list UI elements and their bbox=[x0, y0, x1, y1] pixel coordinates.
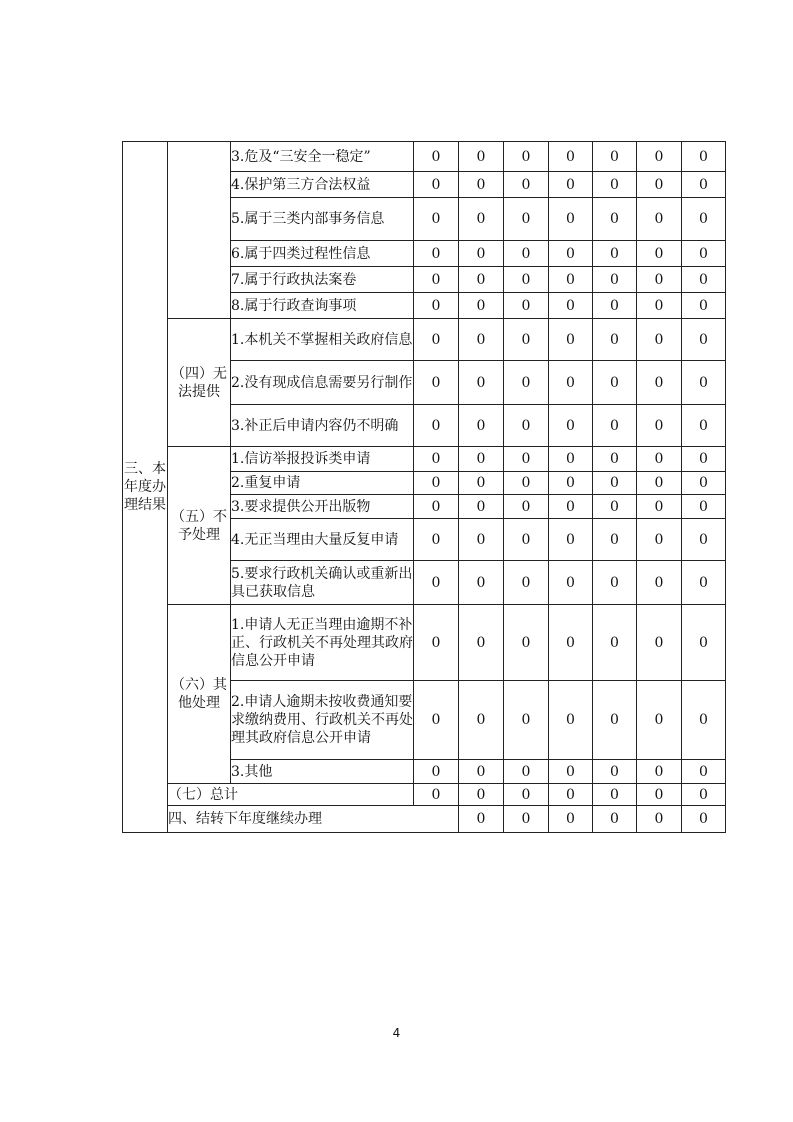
cell-value: 0 bbox=[459, 172, 504, 198]
row-label: 1.信访举报投诉类申请 bbox=[231, 447, 414, 472]
cell-value: 0 bbox=[549, 519, 593, 561]
cell-value: 0 bbox=[504, 405, 549, 447]
cell-value: 0 bbox=[549, 267, 593, 293]
cell-value: 0 bbox=[414, 447, 459, 472]
cell-value: 0 bbox=[593, 806, 637, 833]
group-top-label bbox=[168, 142, 231, 319]
cell-value: 0 bbox=[414, 319, 459, 361]
cell-value: 0 bbox=[682, 319, 726, 361]
cell-value: 0 bbox=[414, 519, 459, 561]
cell-value: 0 bbox=[682, 495, 726, 519]
cell-value: 0 bbox=[593, 267, 637, 293]
cell-value: 0 bbox=[593, 472, 637, 495]
cell-value: 0 bbox=[414, 293, 459, 319]
cell-value: 0 bbox=[459, 447, 504, 472]
row-label: 5.要求行政机关确认或重新出具已获取信息 bbox=[231, 561, 414, 605]
cell-value: 0 bbox=[637, 361, 682, 405]
cell-value: 0 bbox=[549, 472, 593, 495]
cell-value: 0 bbox=[414, 241, 459, 267]
cell-value: 0 bbox=[414, 267, 459, 293]
cell-value: 0 bbox=[549, 361, 593, 405]
cell-value: 0 bbox=[414, 472, 459, 495]
cell-value: 0 bbox=[549, 681, 593, 760]
cell-value: 0 bbox=[593, 605, 637, 681]
cell-value: 0 bbox=[637, 806, 682, 833]
table-row bbox=[123, 605, 726, 681]
table-row bbox=[123, 447, 726, 472]
cell-value: 0 bbox=[682, 784, 726, 806]
table-row bbox=[123, 319, 726, 361]
cell-value: 0 bbox=[593, 447, 637, 472]
group6-label: （六）其他处理 bbox=[168, 605, 231, 784]
cell-value: 0 bbox=[414, 760, 459, 784]
cell-value: 0 bbox=[504, 681, 549, 760]
row-label: 7.属于行政执法案卷 bbox=[231, 267, 414, 293]
cell-value: 0 bbox=[682, 172, 726, 198]
cell-value: 0 bbox=[459, 681, 504, 760]
cell-value: 0 bbox=[593, 198, 637, 241]
row-label: 6.属于四类过程性信息 bbox=[231, 241, 414, 267]
cell-value: 0 bbox=[637, 172, 682, 198]
cell-value: 0 bbox=[459, 561, 504, 605]
cell-value: 0 bbox=[504, 267, 549, 293]
cell-value: 0 bbox=[504, 361, 549, 405]
cell-value: 0 bbox=[549, 447, 593, 472]
cell-value: 0 bbox=[504, 472, 549, 495]
cell-value: 0 bbox=[593, 361, 637, 405]
cell-value: 0 bbox=[459, 472, 504, 495]
cell-value: 0 bbox=[414, 172, 459, 198]
cell-value: 0 bbox=[682, 267, 726, 293]
cell-value: 0 bbox=[682, 293, 726, 319]
row-label: 4.无正当理由大量反复申请 bbox=[231, 519, 414, 561]
cell-value: 0 bbox=[593, 784, 637, 806]
cell-value: 0 bbox=[549, 605, 593, 681]
cell-value: 0 bbox=[549, 142, 593, 172]
cell-value: 0 bbox=[593, 561, 637, 605]
cell-value: 0 bbox=[682, 605, 726, 681]
cell-value: 0 bbox=[414, 561, 459, 605]
row-label: 3.要求提供公开出版物 bbox=[231, 495, 414, 519]
cell-value: 0 bbox=[549, 561, 593, 605]
cell-value: 0 bbox=[593, 405, 637, 447]
page-number: 4 bbox=[392, 1026, 401, 1040]
row-label: 3.其他 bbox=[231, 760, 414, 784]
cell-value: 0 bbox=[637, 605, 682, 681]
cell-value: 0 bbox=[414, 361, 459, 405]
row-label: 2.没有现成信息需要另行制作 bbox=[231, 361, 414, 405]
row-label: 2.重复申请 bbox=[231, 472, 414, 495]
cell-value: 0 bbox=[414, 405, 459, 447]
row-label: 4.保护第三方合法权益 bbox=[231, 172, 414, 198]
table-row bbox=[123, 784, 726, 806]
row-label: 8.属于行政查询事项 bbox=[231, 293, 414, 319]
cell-value: 0 bbox=[504, 142, 549, 172]
cell-value: 0 bbox=[459, 405, 504, 447]
cell-value: 0 bbox=[504, 198, 549, 241]
table-row bbox=[123, 142, 726, 172]
cell-value: 0 bbox=[682, 519, 726, 561]
cell-value: 0 bbox=[504, 561, 549, 605]
group4-label: （四）无法提供 bbox=[168, 319, 231, 447]
cell-value: 0 bbox=[459, 361, 504, 405]
cell-value: 0 bbox=[637, 198, 682, 241]
cell-value: 0 bbox=[459, 293, 504, 319]
cell-value: 0 bbox=[504, 447, 549, 472]
cell-value: 0 bbox=[637, 447, 682, 472]
cell-value: 0 bbox=[414, 784, 459, 806]
cell-value: 0 bbox=[637, 495, 682, 519]
cell-value: 0 bbox=[682, 561, 726, 605]
cell-value: 0 bbox=[593, 241, 637, 267]
section4-label: 四、结转下年度继续办理 bbox=[168, 806, 459, 833]
cell-value: 0 bbox=[682, 142, 726, 172]
cell-value: 0 bbox=[682, 447, 726, 472]
cell-value: 0 bbox=[549, 172, 593, 198]
cell-value: 0 bbox=[414, 142, 459, 172]
cell-value: 0 bbox=[637, 405, 682, 447]
cell-value: 0 bbox=[637, 293, 682, 319]
cell-value: 0 bbox=[637, 142, 682, 172]
cell-value: 0 bbox=[459, 760, 504, 784]
cell-value: 0 bbox=[593, 495, 637, 519]
cell-value: 0 bbox=[459, 806, 504, 833]
cell-value: 0 bbox=[504, 172, 549, 198]
statistics-table bbox=[122, 141, 726, 833]
cell-value: 0 bbox=[504, 495, 549, 519]
cell-value: 0 bbox=[459, 198, 504, 241]
row-label: 5.属于三类内部事务信息 bbox=[231, 198, 414, 241]
cell-value: 0 bbox=[682, 361, 726, 405]
group5-label: （五）不予处理 bbox=[168, 447, 231, 605]
cell-value: 0 bbox=[637, 319, 682, 361]
row-label: 3.危及“三安全一稳定” bbox=[231, 142, 414, 172]
cell-value: 0 bbox=[593, 142, 637, 172]
row-label: 2.申请人逾期未按收费通知要求缴纳费用、行政机关不再处理其政府信息公开申请 bbox=[231, 681, 414, 760]
cell-value: 0 bbox=[637, 267, 682, 293]
cell-value: 0 bbox=[593, 319, 637, 361]
row-label: 1.本机关不掌握相关政府信息 bbox=[231, 319, 414, 361]
cell-value: 0 bbox=[459, 495, 504, 519]
cell-value: 0 bbox=[459, 319, 504, 361]
cell-value: 0 bbox=[504, 806, 549, 833]
table-row bbox=[123, 806, 726, 833]
cell-value: 0 bbox=[549, 405, 593, 447]
cell-value: 0 bbox=[549, 806, 593, 833]
cell-value: 0 bbox=[414, 605, 459, 681]
cell-value: 0 bbox=[459, 519, 504, 561]
cell-value: 0 bbox=[549, 293, 593, 319]
cell-value: 0 bbox=[682, 241, 726, 267]
row-label: 1.申请人无正当理由逾期不补正、行政机关不再处理其政府信息公开申请 bbox=[231, 605, 414, 681]
cell-value: 0 bbox=[549, 784, 593, 806]
cell-value: 0 bbox=[459, 605, 504, 681]
cell-value: 0 bbox=[637, 760, 682, 784]
cell-value: 0 bbox=[504, 293, 549, 319]
cell-value: 0 bbox=[637, 241, 682, 267]
cell-value: 0 bbox=[593, 293, 637, 319]
cell-value: 0 bbox=[414, 495, 459, 519]
cell-value: 0 bbox=[504, 241, 549, 267]
cell-value: 0 bbox=[504, 784, 549, 806]
cell-value: 0 bbox=[549, 319, 593, 361]
cell-value: 0 bbox=[459, 142, 504, 172]
cell-value: 0 bbox=[549, 198, 593, 241]
cell-value: 0 bbox=[637, 784, 682, 806]
total-label: （七）总计 bbox=[168, 784, 414, 806]
cell-value: 0 bbox=[637, 472, 682, 495]
cell-value: 0 bbox=[637, 519, 682, 561]
cell-value: 0 bbox=[682, 760, 726, 784]
row-label: 3.补正后申请内容仍不明确 bbox=[231, 405, 414, 447]
cell-value: 0 bbox=[593, 760, 637, 784]
cell-value: 0 bbox=[593, 519, 637, 561]
cell-value: 0 bbox=[682, 472, 726, 495]
cell-value: 0 bbox=[504, 319, 549, 361]
cell-value: 0 bbox=[459, 784, 504, 806]
cell-value: 0 bbox=[414, 681, 459, 760]
cell-value: 0 bbox=[682, 806, 726, 833]
cell-value: 0 bbox=[682, 405, 726, 447]
cell-value: 0 bbox=[414, 198, 459, 241]
section3-label: 三、本年度办理结果 bbox=[123, 142, 168, 833]
cell-value: 0 bbox=[504, 605, 549, 681]
cell-value: 0 bbox=[459, 241, 504, 267]
cell-value: 0 bbox=[637, 681, 682, 760]
cell-value: 0 bbox=[459, 267, 504, 293]
cell-value: 0 bbox=[504, 760, 549, 784]
cell-value: 0 bbox=[549, 495, 593, 519]
cell-value: 0 bbox=[593, 172, 637, 198]
cell-value: 0 bbox=[549, 760, 593, 784]
cell-value: 0 bbox=[682, 681, 726, 760]
cell-value: 0 bbox=[637, 561, 682, 605]
cell-value: 0 bbox=[549, 241, 593, 267]
cell-value: 0 bbox=[682, 198, 726, 241]
cell-value: 0 bbox=[504, 519, 549, 561]
cell-value: 0 bbox=[593, 681, 637, 760]
